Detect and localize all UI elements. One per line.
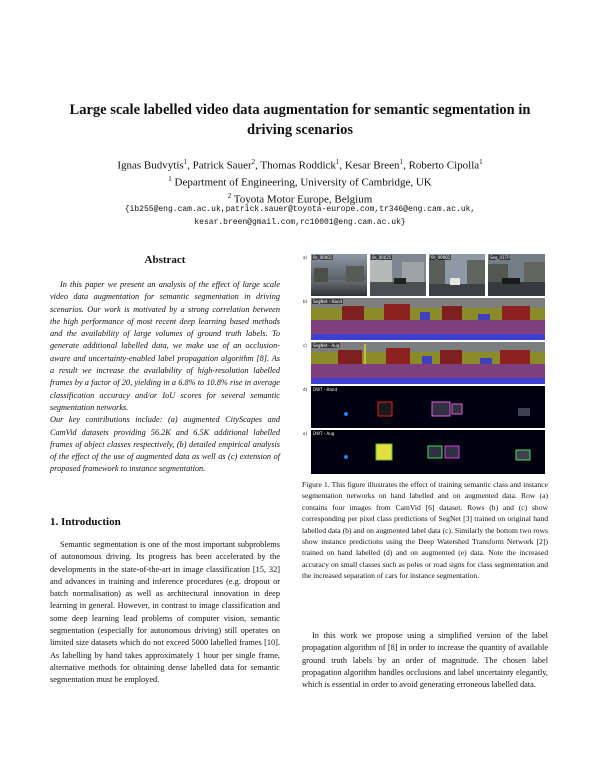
email-line-1: {ib255@eng.cam.ac.uk,patrick.sauer@toyota-europe.com,tr346@eng.cam.ac.uk, <box>124 205 476 214</box>
figure-row-label-d: d) <box>303 387 308 392</box>
author-list: Ignas Budvytis$^1$, Patrick Sauer$^2$, Thomas Roddick$^1$, Kesar Breen$^1$, Roberto Cipolla$^1$ <box>117 158 483 172</box>
figure-row-e-dwt-aug <box>311 430 545 474</box>
figure-image-tag: 0s_00001 <box>431 255 451 260</box>
author-affiliation-mark: 1 <box>399 158 404 166</box>
right-column-text <box>302 630 548 691</box>
figure-row-a-photos <box>311 254 545 296</box>
abstract <box>50 279 280 476</box>
affiliation-mark: 2 <box>227 192 232 201</box>
author-affiliation-mark: 1 <box>479 158 483 166</box>
figure-1-caption: Figure 1. This figure illustrates the effect of training semantic class and instance segmentation networks on hand labelled and on augmented data. Row (a) contains four images from CamVid [6] dataset. Rows (b) and (c) show corresponding per pixel class predictions of SegNet [3] trained on original hand labelled data (b) and on augmented label data (c). Similarly the bottom two rows show instance predictions using the Deep Watershed Transform Network [2]) trained on hand labelled (d) and on augmented (e) data. Note the increased accuracy on small classes such as poles or road signs for class segmentation and the increased separation of cars for instance segmentation. <box>302 480 548 581</box>
author: Kesar Breen <box>344 159 400 172</box>
figure-row-tag: SegNet - Hand <box>313 299 343 304</box>
author: Ignas Budvytis <box>117 159 184 172</box>
figure-image-tag: 0s_00025 <box>372 255 392 260</box>
email-block <box>40 203 560 229</box>
abstract-heading: Abstract <box>144 254 186 266</box>
figure-row-tag: DWT - Hand <box>313 387 337 392</box>
author: Roberto Cipolla <box>408 159 480 172</box>
affiliation-text: Toyota Motor Europe, Belgium <box>233 193 373 206</box>
section-heading-introduction: 1. Introduction <box>50 516 121 528</box>
figure-row-tag: DWT - Aug <box>313 431 335 436</box>
figure-row-tag: SegNet - Aug <box>313 343 340 348</box>
author: Thomas Roddick <box>260 159 336 172</box>
figure-photo <box>311 254 367 296</box>
abstract-paragraph-1: In this paper we present an analysis of the effect of large scale video data augmentation for semantic segmentation in driving scenarios. Our work is motivated by a strong correlation between the high performance of most recent deep learning based methods and the availability of large volumes of ground truth labels. To generate additional labelled data, we make use of an occlusion-aware and uncertainty-enabled label propagation algorithm [8]. As a result we increase the availability of high-resolution labelled frames by a factor of 20, yielding in a 6.8% to 10.8% rise in average classification accuracy and/or IoU scores for several semantic segmentation networks. <box>50 280 280 412</box>
figure-row-label-b: b) <box>303 299 308 304</box>
figure-image-tag: Seq_01TP <box>490 255 510 260</box>
author-affiliation-mark: 1 <box>335 158 340 166</box>
author-affiliation-mark: 2 <box>251 158 256 166</box>
affiliation <box>40 173 560 190</box>
abstract-paragraph-2: Our key contributions include: (a) augmented CityScapes and CamVid datasets providing 56.2K and 6.5K additional labelled frames of object classes respectively, (b) detailed empirical analysis of the effect of the use of augmented data as well as (c) extension of proposed framework to instance segmentation. <box>50 415 280 474</box>
figure-1-image-grid <box>302 254 548 474</box>
figure-row-label-e: e) <box>303 431 308 436</box>
figure-row-label-a: a) <box>303 255 308 260</box>
figure-photo <box>429 254 485 296</box>
introduction-text <box>50 539 280 687</box>
author-block <box>40 156 560 207</box>
paper-title: Large scale labelled video data augmentation for semantic segmentation in driving scenarios <box>69 102 531 138</box>
affiliation-mark: 1 <box>168 175 172 184</box>
introduction-paragraph-1: Semantic segmentation is one of the most important subproblems of autonomous driving. Its progress has been accelerated by the developments in the state-of-the-art in image classification [15, 32] and advances in training and inference procedures (e.g. dropout or batch normalisation) as well as architectural innovation in deep learning in general. However, in contrast to image classification and some deep learning lead problems of computer vision, semantic segmentation (especially for autonomous driving) still operates on limited size datasets which do not exceed 5000 labelled frames [10]. As labelling by hand takes approximately 1 hour per single frame, alternative methods for obtaining dense labelled data for semantic segmentation must be employed. <box>50 540 280 685</box>
email-line-2: kesar.breen@gmail.com,rc10001@eng.cam.ac.uk} <box>194 218 406 227</box>
figure-photo <box>370 254 426 296</box>
figure-row-d-dwt-hand <box>311 386 545 428</box>
right-column-paragraph: In this work we propose using a simplified version of the label propagation algorithm of [8] in order to increase the quantity of available ground truth labels by an order of magnitude. The chosen label propagation algorithm handles occlusions and label uncertainty elegantly, which is essential in order to avoid generating erroneous labelled data. <box>302 631 548 690</box>
figure-row-c-segnet-aug <box>311 342 545 384</box>
affiliation-text: Department of Engineering, University of Cambridge, UK <box>174 176 432 189</box>
figure-1 <box>302 254 548 474</box>
figure-row-label-c: c) <box>303 343 307 348</box>
author: Patrick Sauer <box>192 159 252 172</box>
figure-row-b-segnet-hand <box>311 298 545 340</box>
author-affiliation-mark: 1 <box>183 158 188 166</box>
figure-photo <box>488 254 545 296</box>
figure-image-tag: 0s_00001 <box>313 255 333 260</box>
